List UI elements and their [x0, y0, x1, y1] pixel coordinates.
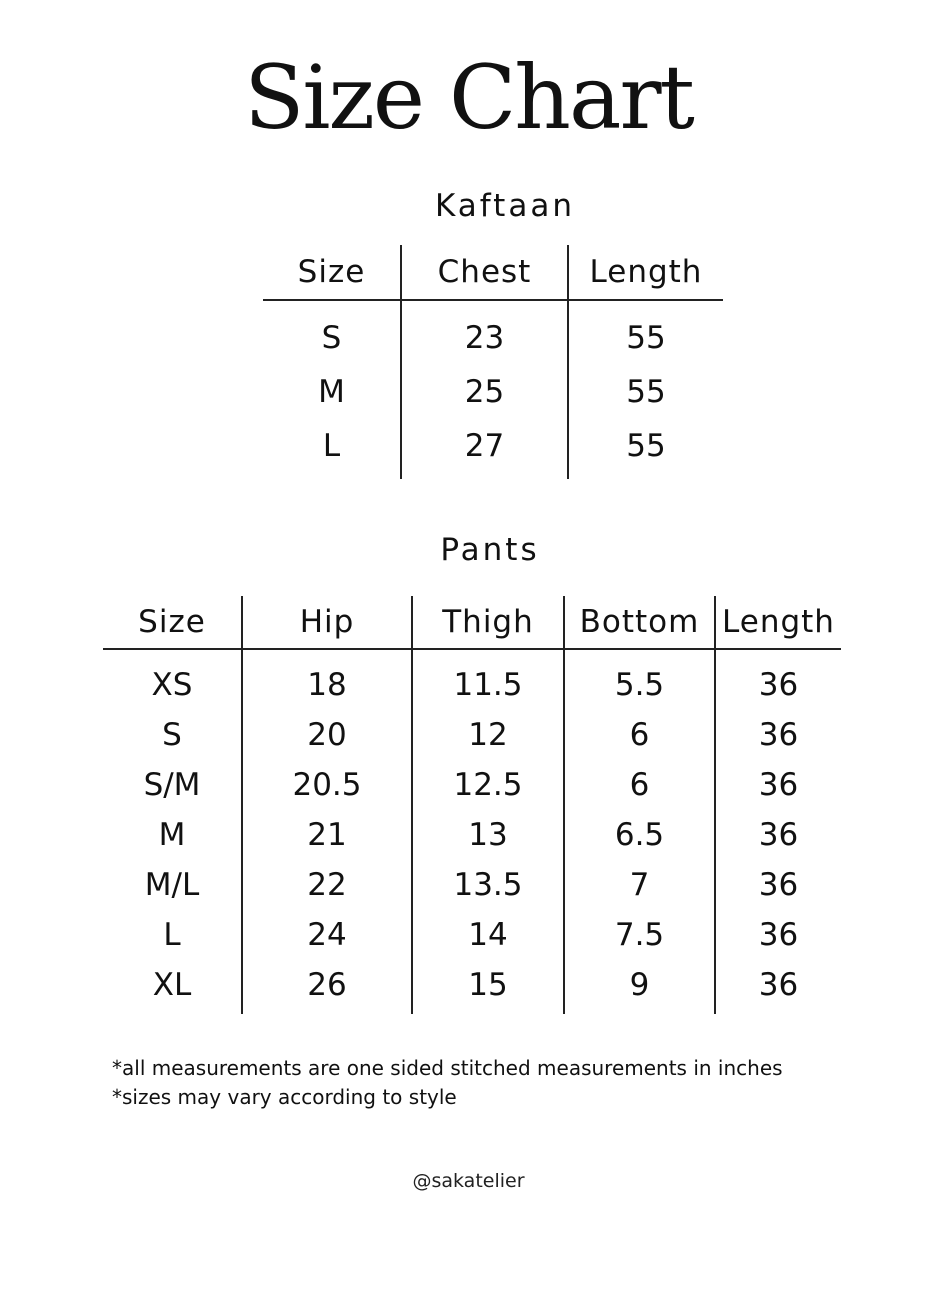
table-cell: 6 — [564, 710, 715, 760]
table-cell: 7 — [564, 860, 715, 910]
table-cell: 11.5 — [412, 649, 564, 710]
table-cell: 26 — [242, 960, 412, 1014]
table-cell: M/L — [144, 867, 200, 903]
table-row — [263, 419, 723, 479]
measurement-note: *all measurements are one sided stitched measurements in inches — [112, 1056, 783, 1080]
table-row — [103, 649, 841, 710]
table-cell: M — [318, 374, 345, 410]
table-cell: 13.5 — [412, 860, 564, 910]
table-cell: 36 — [715, 649, 841, 710]
table-cell: 6.5 — [564, 810, 715, 860]
column-header-bottom: Bottom — [564, 596, 715, 649]
table-cell: 5.5 — [564, 649, 715, 710]
table-cell: 24 — [242, 910, 412, 960]
kaftaan-size-table — [263, 245, 723, 479]
pants-section-title: Pants — [440, 532, 540, 568]
table-header-row — [263, 245, 723, 300]
column-header-hip: Hip — [242, 596, 412, 649]
table-cell: 20.5 — [242, 760, 412, 810]
page-title: Size Chart — [244, 46, 693, 149]
table-row — [263, 365, 723, 419]
table-cell: S — [321, 320, 342, 356]
table-cell: 22 — [242, 860, 412, 910]
table-cell: 36 — [715, 860, 841, 910]
column-header-size: Size — [263, 245, 401, 300]
table-cell: 36 — [715, 710, 841, 760]
table-header-row — [103, 596, 841, 649]
table-row — [103, 960, 841, 1014]
table-cell: 36 — [715, 960, 841, 1014]
table-cell: 23 — [401, 300, 568, 365]
pants-size-table — [103, 596, 841, 1014]
column-header-length: Length — [568, 245, 723, 300]
table-cell: 55 — [568, 300, 723, 365]
table-cell: 27 — [401, 419, 568, 479]
table-row — [103, 910, 841, 960]
table-cell: 55 — [568, 419, 723, 479]
table-cell: 20 — [242, 710, 412, 760]
table-cell: 36 — [715, 810, 841, 860]
table-row — [103, 860, 841, 910]
table-row — [263, 300, 723, 365]
table-cell: 15 — [412, 960, 564, 1014]
column-header-thigh: Thigh — [412, 596, 564, 649]
table-row — [103, 810, 841, 860]
kaftaan-section-title: Kaftaan — [435, 188, 575, 224]
table-cell: 12 — [412, 710, 564, 760]
table-cell: 6 — [564, 760, 715, 810]
table-cell: L — [163, 917, 181, 953]
sizing-note: *sizes may vary according to style — [112, 1085, 457, 1109]
table-cell: 18 — [242, 649, 412, 710]
table-cell: XL — [152, 967, 192, 1003]
table-cell: 36 — [715, 910, 841, 960]
table-cell: 25 — [401, 365, 568, 419]
table-cell: 36 — [715, 760, 841, 810]
table-cell: 55 — [568, 365, 723, 419]
table-cell: S — [162, 717, 182, 753]
table-cell: 12.5 — [412, 760, 564, 810]
table-row — [103, 710, 841, 760]
table-cell: 21 — [242, 810, 412, 860]
table-cell: M — [158, 817, 186, 853]
social-handle: @sakatelier — [412, 1170, 525, 1192]
column-header-length: Length — [715, 596, 841, 649]
table-cell: 14 — [412, 910, 564, 960]
table-cell: 7.5 — [564, 910, 715, 960]
table-cell: L — [322, 428, 341, 464]
table-cell: XS — [151, 667, 193, 703]
table-row — [103, 760, 841, 810]
table-cell: 13 — [412, 810, 564, 860]
table-cell: S/M — [143, 767, 201, 803]
column-header-chest: Chest — [401, 245, 568, 300]
column-header-size: Size — [103, 596, 242, 649]
table-cell: 9 — [564, 960, 715, 1014]
